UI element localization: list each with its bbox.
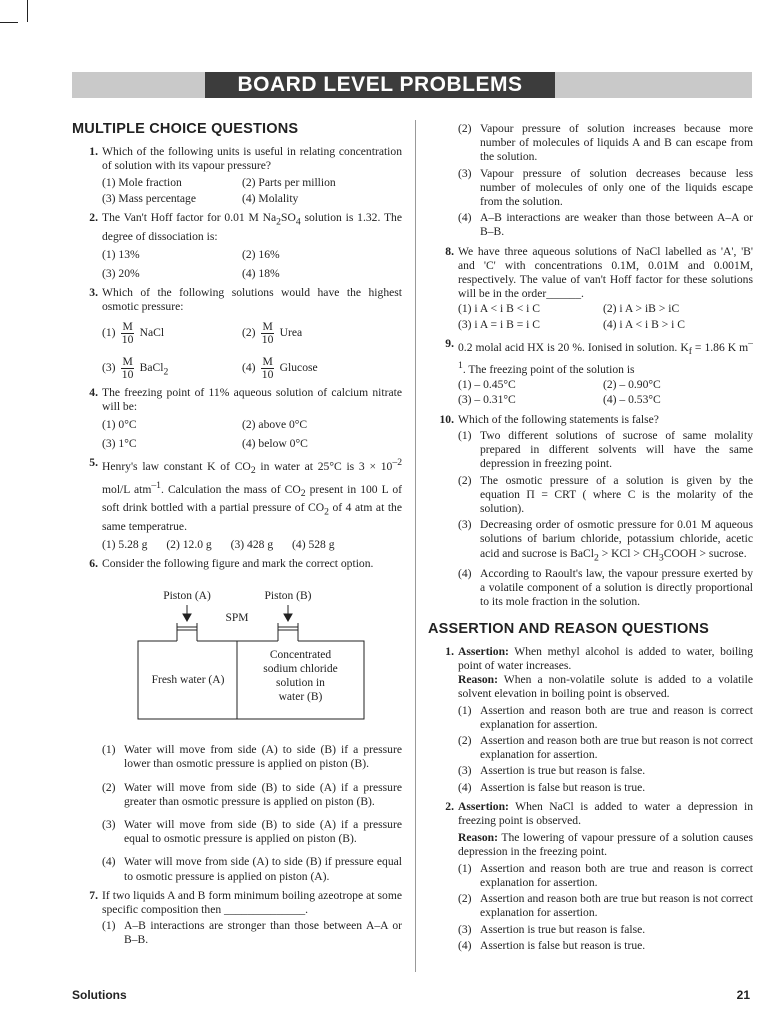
options <box>102 743 402 884</box>
question-7-continued <box>428 122 753 240</box>
question-number: 8. <box>445 244 454 258</box>
spm-label: SPM <box>225 612 249 625</box>
question-2 <box>72 211 402 281</box>
crop-mark-vertical <box>27 0 28 22</box>
option: (4) i A < i B > i C <box>603 317 686 331</box>
assertion-question-1 <box>428 645 753 795</box>
question-number: 1. <box>445 644 454 658</box>
question-number: 7. <box>89 888 98 902</box>
option: (3) – 0.31°C <box>458 393 516 407</box>
option: (4) 18% <box>242 266 280 280</box>
option: (3) Assertion is true but reason is false. <box>458 764 646 778</box>
option: (1) Two different solutions of sucrose of same molality prepared in different solvents will have the same depression in freezing point. <box>458 428 753 471</box>
reason-text: Reason: When a non-volatile solute is added to a volatile solvent elevation in boiling point is observed. <box>458 673 753 701</box>
option: (4) A–B interactions are weaker than those between A–A or B–B. <box>458 211 753 239</box>
question-1 <box>72 145 402 206</box>
option: (1) Water will move from side (A) to side (B) if a pressure lower than osmotic pressure is applied on piston (B). <box>102 743 402 771</box>
option: (4) $\frac{M}{10}$ Glucose <box>242 354 318 381</box>
options <box>458 378 753 407</box>
options <box>102 418 402 451</box>
column-divider <box>415 120 416 972</box>
question-text: Which of the following units is useful in relating concentration of solution with its vapour pressure? <box>102 145 402 173</box>
option: (4) Water will move from side (A) to side (B) if pressure equal to osmotic pressure is applied on piston (A). <box>102 855 402 883</box>
option: (1) i A < i B < i C <box>458 302 541 316</box>
option: (4) – 0.53°C <box>603 393 661 407</box>
options <box>458 862 753 953</box>
option: (2) Parts per million <box>242 175 336 189</box>
option: (4) 528 g <box>292 537 335 551</box>
options <box>458 122 753 240</box>
option: (3) Assertion is true but reason is false. <box>458 922 646 936</box>
option: (2) – 0.90°C <box>603 378 661 392</box>
right-column <box>428 120 753 958</box>
option: (4) Assertion is false but reason is true. <box>458 938 646 952</box>
options <box>102 538 402 552</box>
option: (2) Assertion and reason both are true but reason is not correct explanation for assertion. <box>458 892 754 920</box>
question-text: Henry's law constant K of $CO_2$ in water at 25°C is $3 \times 10^{-2}$ mol/L atm$^{-1}$. Calculation the mass of $CO_2$ present in 100 L of soft drink bottled with a partial pressure of $CO_2$ of 4 atm at the same temperatrue. <box>102 457 403 533</box>
osmosis-figure <box>102 581 402 731</box>
concentrated-solution-label: Concentrated sodium chloride solution in water (B) <box>263 649 338 704</box>
options <box>102 919 402 947</box>
question-text: 0.2 molal acid HX is 20 %. Ionised in solution. $K_f = 1.86$ K $m^{-1}$. The freezing point of the solution is <box>458 337 753 377</box>
question-8 <box>428 245 753 332</box>
piston-b-arrow <box>284 605 292 621</box>
option: (1) – 0.45°C <box>458 378 516 392</box>
fresh-water-label: Fresh water (A) <box>151 674 225 687</box>
question-10 <box>428 413 753 610</box>
question-9 <box>428 337 753 408</box>
question-number: 9. <box>445 336 454 350</box>
option: (3) Water will move from side (B) to side (A) if a pressure equal to osmotic pressure is applied on piston (B). <box>102 818 402 846</box>
question-number: 4. <box>89 385 98 399</box>
section-heading-assertion-reason: ASSERTION AND REASON QUESTIONS <box>428 620 709 637</box>
footer-chapter: Solutions <box>72 988 127 1002</box>
piston-a-label: Piston (A) <box>163 590 211 603</box>
question-number: 10. <box>439 412 454 426</box>
option: (1) 5.28 g <box>102 537 148 551</box>
reason-text: Reason: The lowering of vapour pressure of a solution causes depression in the freezing point. <box>458 831 753 859</box>
question-number: 3. <box>89 286 98 300</box>
option: (1) $\frac{M}{10}$ NaCl <box>102 319 165 346</box>
piston-b-cylinder <box>278 623 298 641</box>
question-text: Which of the following solutions would have the highest osmotic pressure: <box>102 286 402 314</box>
option: (4) Molality <box>242 191 299 205</box>
option: (2) Vapour pressure of solution increases because more number of molecules of liquids A and B can escape from the solution. <box>458 122 753 164</box>
fraction: $\frac{M}{10}$ <box>261 354 274 381</box>
question-number: 5. <box>89 456 98 470</box>
question-3 <box>72 286 402 380</box>
assertion-text: Assertion: When NaCl is added to water a depression in freezing point is observed. <box>458 799 753 828</box>
option: (2) i A > iB > iC <box>603 302 680 316</box>
option: (2) 16% <box>242 247 280 261</box>
options <box>458 302 753 331</box>
options <box>458 704 753 795</box>
option: (3) $\frac{M}{10}$ BaCl$_2$ <box>102 354 169 381</box>
footer-page-number: 21 <box>736 988 750 1002</box>
piston-a-arrow <box>183 605 191 621</box>
question-7 <box>72 889 402 948</box>
option: (1) Assertion and reason both are true and reason is correct explanation for assertion. <box>458 861 753 889</box>
option: (3) i A = i B = i C <box>458 317 541 331</box>
piston-b-label: Piston (B) <box>264 590 312 603</box>
question-text: Which of the following statements is false? <box>458 412 659 426</box>
section-heading-mcq: MULTIPLE CHOICE QUESTIONS <box>72 121 299 137</box>
options <box>102 321 402 381</box>
question-number: 2. <box>445 799 454 813</box>
option: (1) 13% <box>102 247 140 261</box>
piston-a-cylinder <box>177 623 197 641</box>
option: (3) Decreasing order of osmotic pressure for 0.01 M aqueous solutions of barium chloride, potassium chloride, acetic acid and sucrose is BaCl$_2$ > KCl > $CH_3COOH$ > sucrose. <box>458 518 753 563</box>
question-text: We have three aqueous solutions of NaCl labelled as 'A', 'B' and 'C' with concentrations 0.1M, 0.01M and 0.001M, respectively. The value of van't Hoff factor for these solutions will be in the order______. <box>458 244 753 301</box>
option: (3) Vapour pressure of solution decreases because less number of molecules of only one of the liquids escape from the solution. <box>458 166 753 209</box>
question-text: The Van't Hoff factor for 0.01 M $Na_2SO_4$ solution is 1.32. The degree of dissociation is: <box>102 211 402 243</box>
option: (3) Mass percentage <box>102 191 196 205</box>
option: (4) below 0°C <box>242 437 308 451</box>
left-column <box>72 120 402 953</box>
option: (2) Assertion and reason both are true but reason is not correct explanation for assertion. <box>458 734 754 762</box>
question-number: 2. <box>89 211 98 225</box>
option: (3) 20% <box>102 266 140 280</box>
question-4 <box>72 386 402 452</box>
assertion-text: Assertion: When methyl alcohol is added to water, boiling point of water increases. <box>458 644 753 673</box>
option: (2) $\frac{M}{10}$ Urea <box>242 319 303 346</box>
options <box>102 176 402 206</box>
option: (2) The osmotic pressure of a solution is given by the equation Π = CRT ( where C is the molarity of the solution). <box>458 473 753 515</box>
options <box>458 429 753 610</box>
option: (2) above 0°C <box>242 417 308 431</box>
option: (1) 0°C <box>102 417 137 431</box>
option: (2) Water will move from side (B) to side (A) if a pressure greater than osmotic pressure is applied on piston (B). <box>102 780 402 808</box>
option: (2) 12.0 g <box>166 537 212 551</box>
option: (1) Assertion and reason both are true and reason is correct explanation for assertion. <box>458 703 753 731</box>
option: (3) 1°C <box>102 437 137 451</box>
question-text: Consider the following figure and mark the correct option. <box>102 557 374 571</box>
option: (4) Assertion is false but reason is true. <box>458 780 646 794</box>
question-6 <box>72 557 402 884</box>
option: (3) 428 g <box>230 537 274 551</box>
fraction: $\frac{M}{10}$ <box>121 319 134 346</box>
crop-mark-horizontal <box>0 22 18 23</box>
question-number: 6. <box>89 557 98 571</box>
question-5 <box>72 456 402 552</box>
option: (1) A–B interactions are stronger than those between A–A or B–B. <box>102 919 402 947</box>
question-text: If two liquids A and B form minimum boiling azeotrope at some specific composition then ______________. <box>102 888 402 917</box>
option: (4) According to Raoult's law, the vapour pressure exerted by a volatile component of a solution is directly proportional to its mole fraction in the solution. <box>458 567 753 609</box>
fraction: $\frac{M}{10}$ <box>261 319 274 346</box>
question-number: 1. <box>89 145 98 159</box>
question-text: The freezing point of 11% aqueous solution of calcium nitrate will be: <box>102 385 402 413</box>
assertion-question-2 <box>428 800 753 953</box>
option: (1) Mole fraction <box>102 175 182 189</box>
banner-title: BOARD LEVEL PROBLEMS <box>205 72 555 98</box>
fraction: $\frac{M}{10}$ <box>121 354 134 381</box>
options <box>102 248 402 281</box>
